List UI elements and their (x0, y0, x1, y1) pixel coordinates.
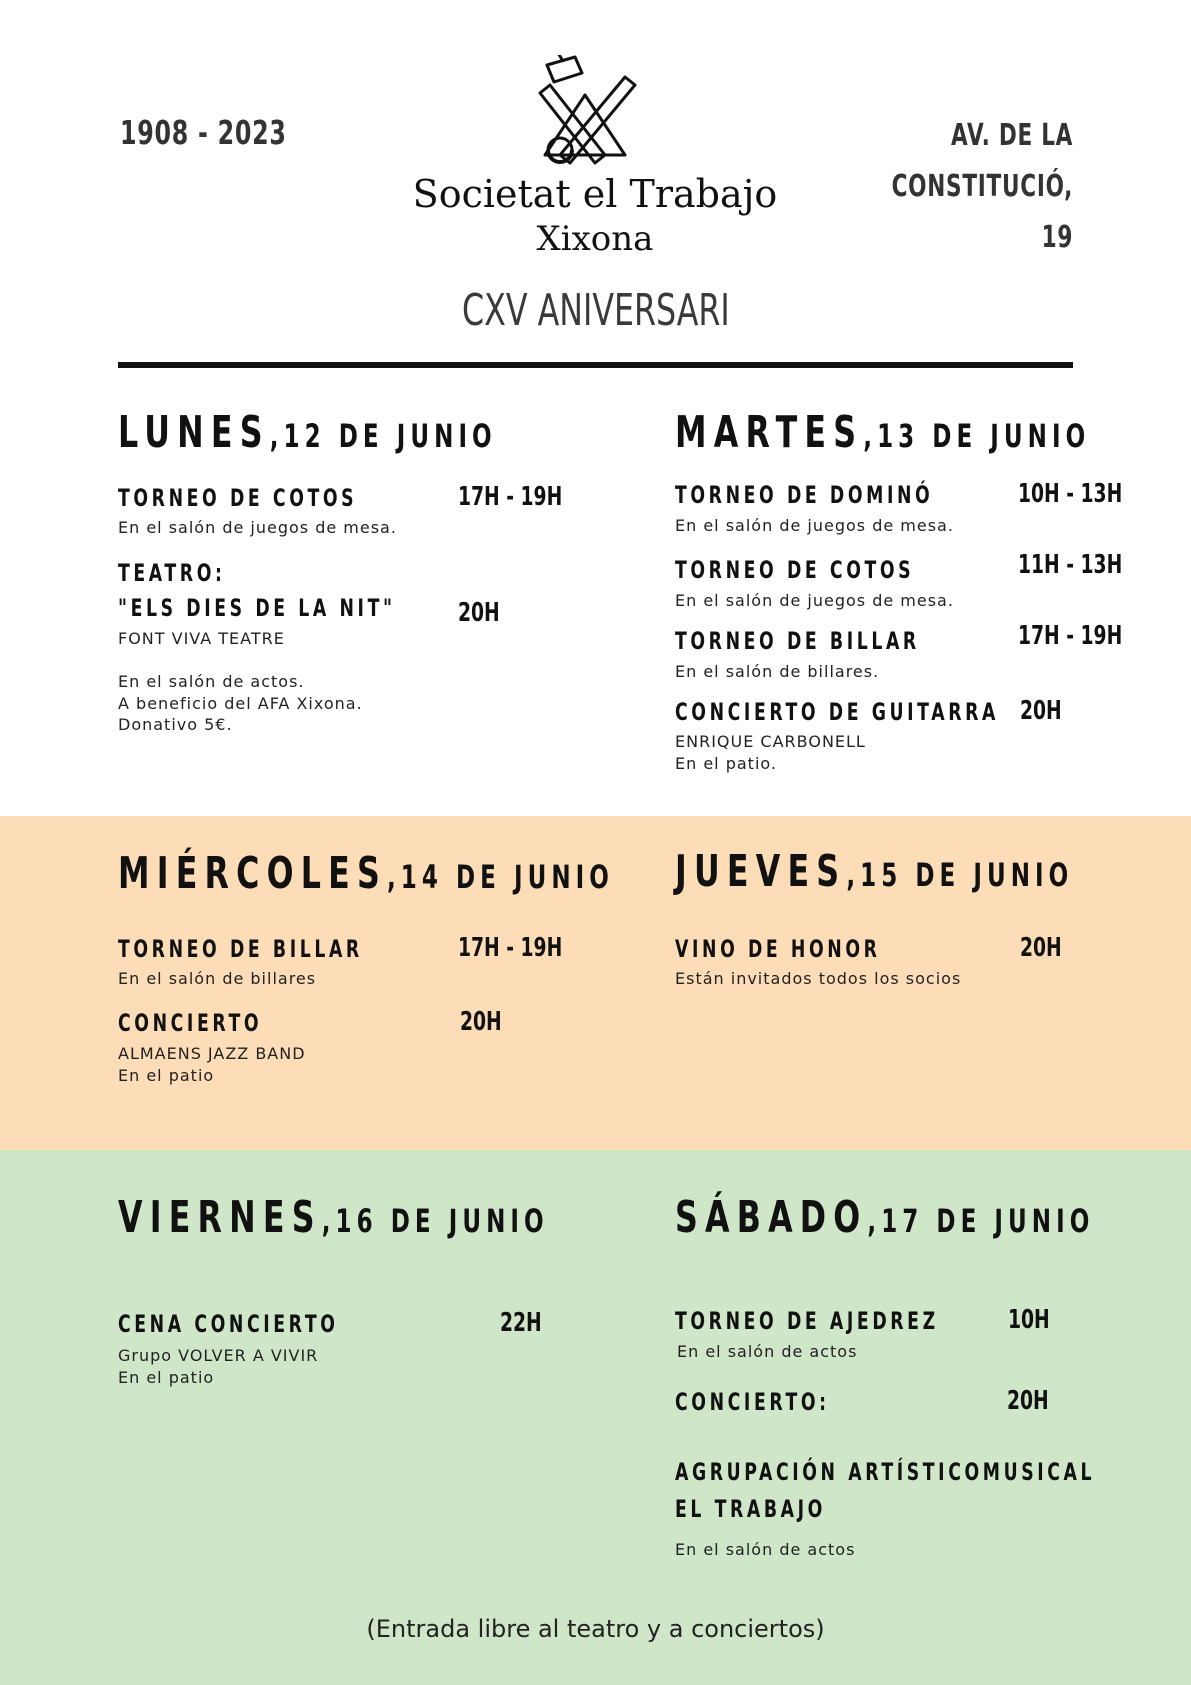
event-time: 17H - 19H (1018, 621, 1123, 651)
address-line-2: CONSTITUCIÓ, (891, 169, 1073, 204)
event-performer: EL TRABAJO (675, 1495, 826, 1523)
event-name: TORNEO DE COTOS (675, 556, 915, 584)
day-heading-jueves: JUEVES,15 DE JUNIO (675, 846, 1074, 897)
event-name: VINO DE HONOR (675, 935, 881, 963)
event-time: 20H (1007, 1386, 1049, 1416)
event-desc: En el salón de actos (677, 1342, 858, 1361)
event-name: TEATRO: (118, 559, 226, 587)
event-time: 10H (1008, 1305, 1050, 1335)
event-time: 17H - 19H (458, 933, 563, 963)
event-desc: ENRIQUE CARBONELL En el patio. (675, 732, 866, 773)
event-name: CONCIERTO DE GUITARRA (675, 698, 999, 726)
day-heading-sabado: SÁBADO,17 DE JUNIO (675, 1192, 1095, 1243)
event-desc: En el salón de actos (675, 1540, 856, 1559)
logo-text-line1: Societat el Trabajo (412, 172, 778, 216)
event-name: TORNEO DE DOMINÓ (675, 481, 934, 509)
societat-logo (400, 55, 790, 270)
event-time: 20H (1020, 933, 1062, 963)
event-name: "ELS DIES DE LA NIT" (118, 594, 396, 622)
event-name: TORNEO DE BILLAR (118, 935, 363, 963)
day-heading-martes: MARTES,13 DE JUNIO (675, 407, 1091, 458)
day-heading-miercoles: MIÉRCOLES,14 DE JUNIO (118, 848, 614, 899)
event-time: 20H (458, 598, 500, 628)
event-name: CONCIERTO (118, 1009, 263, 1037)
event-name: TORNEO DE AJEDREZ (675, 1307, 939, 1335)
event-desc: ALMAENS JAZZ BAND En el patio (118, 1044, 306, 1085)
header-divider (118, 362, 1073, 368)
address-line-3: 19 (1041, 220, 1073, 255)
event-time: 20H (460, 1007, 502, 1037)
event-desc: Grupo VOLVER A VIVIR En el patio (118, 1346, 319, 1387)
event-name: TORNEO DE BILLAR (675, 627, 920, 655)
years-range: 1908 - 2023 (120, 113, 287, 152)
event-desc: En el salón de billares. (675, 662, 880, 681)
address (821, 110, 1073, 263)
event-name: CENA CONCIERTO (118, 1310, 339, 1338)
anniversary-title: CXV ANIVERSARI (461, 285, 730, 336)
event-time: 20H (1020, 696, 1062, 726)
day-heading-lunes: LUNES,12 DE JUNIO (118, 407, 497, 458)
event-time: 17H - 19H (458, 482, 563, 512)
event-desc: En el salón de juegos de mesa. (675, 591, 954, 610)
event-desc: En el salón de juegos de mesa. (118, 518, 397, 537)
event-time: 11H - 13H (1018, 550, 1123, 580)
event-desc: En el salón de actos. A beneficio del AFA Xixona. Donativo 5€. (118, 672, 363, 734)
event-performer: AGRUPACIÓN ARTÍSTICOMUSICAL (675, 1458, 1096, 1486)
event-desc: Están invitados todos los socios (675, 969, 962, 988)
logo-text-line2: Xixona (536, 219, 654, 259)
address-line-1: AV. DE LA (950, 118, 1073, 153)
event-name: TORNEO DE COTOS (118, 484, 358, 512)
event-time: 22H (500, 1308, 542, 1338)
event-desc: En el salón de billares (118, 969, 317, 988)
day-heading-viernes: VIERNES,16 DE JUNIO (118, 1192, 549, 1243)
event-desc: En el salón de juegos de mesa. (675, 516, 954, 535)
footer-note: (Entrada libre al teatro y a conciertos) (366, 1615, 825, 1643)
event-name: CONCIERTO: (675, 1388, 830, 1416)
emblem-icon (400, 55, 790, 270)
event-time: 10H - 13H (1018, 479, 1123, 509)
event-performer: FONT VIVA TEATRE (118, 629, 285, 648)
